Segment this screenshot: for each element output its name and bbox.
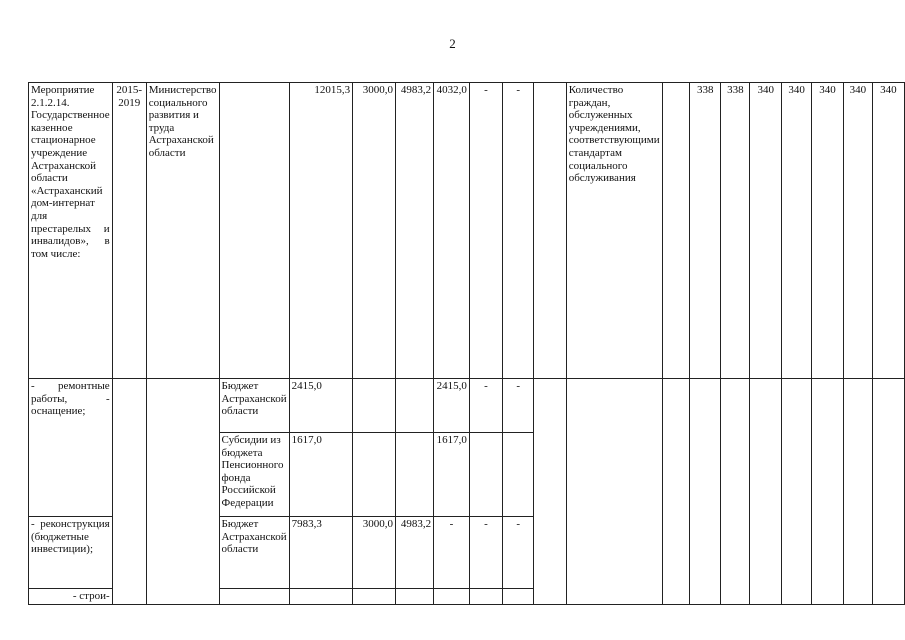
sub1-label: - ремонтные работы, - оснащение; [29,379,113,517]
y2015-cell: 3000,0 [353,517,396,589]
indicator-cell: Количество граждан, обслуженных учреждениями, соответствующими стандартам социального обслуживания [566,83,662,379]
sub3-label: - строи- [29,589,113,605]
total-cell: 1617,0 [289,433,353,517]
executor-cell: Министерство социального развития и труда Астраханской области [146,83,219,379]
page-number: 2 [449,36,456,51]
empty-cell [782,379,812,605]
indicator-value: 338 [690,83,721,379]
sub1-row-1 [29,379,905,433]
empty-cell [502,589,534,605]
y2016-cell [395,379,433,433]
total-cell: 2415,0 [289,379,353,433]
y2018-cell [469,433,502,517]
indicator-value: 338 [721,83,750,379]
y2015-cell [353,379,396,433]
y2018-cell: - [469,83,502,379]
y2019-cell: - [502,83,534,379]
empty-cell [872,379,904,605]
indicator-value: 340 [811,83,843,379]
empty-cell [395,589,433,605]
y2016-cell: 4983,2 [395,517,433,589]
empty-cell [566,379,662,605]
y2018-cell: - [469,517,502,589]
source-cell: Субсидии из бюджета Пенсионного фонда Российской Федерации [219,433,289,517]
unit-cell [662,83,690,379]
y2017-cell: 2415,0 [434,379,470,433]
y2019-cell: - [502,517,534,589]
y2019-cell: - [502,379,534,433]
y2016-cell [395,433,433,517]
empty-cell [534,83,566,379]
source-cell [219,83,289,379]
empty-cell [750,379,782,605]
empty-cell [662,379,690,605]
empty-cell [690,379,721,605]
source-cell: Бюджет Астраханской области [219,379,289,433]
y2015-cell [353,433,396,517]
empty-cell [112,379,146,605]
period-cell: 2015-2019 [112,83,146,379]
indicator-value: 340 [843,83,872,379]
total-cell: 12015,3 [289,83,353,379]
y2019-cell [502,433,534,517]
y2016-cell: 4983,2 [395,83,433,379]
empty-cell [146,379,219,605]
empty-cell [721,379,750,605]
sub2-label: - реконструкция (бюджетные инвестиции); [29,517,113,589]
y2017-cell: - [434,517,470,589]
program-table [28,82,905,605]
total-cell: 7983,3 [289,517,353,589]
y2017-cell: 1617,0 [434,433,470,517]
y2017-cell: 4032,0 [434,83,470,379]
empty-cell [843,379,872,605]
indicator-value: 340 [872,83,904,379]
empty-cell [219,589,289,605]
empty-cell [289,589,353,605]
empty-cell [534,379,566,605]
empty-cell [811,379,843,605]
y2015-cell: 3000,0 [353,83,396,379]
event-cell: Мероприятие 2.1.2.14. Государственное казенное стационарное учреждение Астраханской области «Астраханский дом-интернат для престарелых и инвалидов», в том числе: [29,83,113,379]
indicator-value: 340 [782,83,812,379]
source-cell: Бюджет Астраханской области [219,517,289,589]
indicator-value: 340 [750,83,782,379]
main-row [29,83,905,379]
empty-cell [434,589,470,605]
empty-cell [353,589,396,605]
empty-cell [469,589,502,605]
y2018-cell: - [469,379,502,433]
